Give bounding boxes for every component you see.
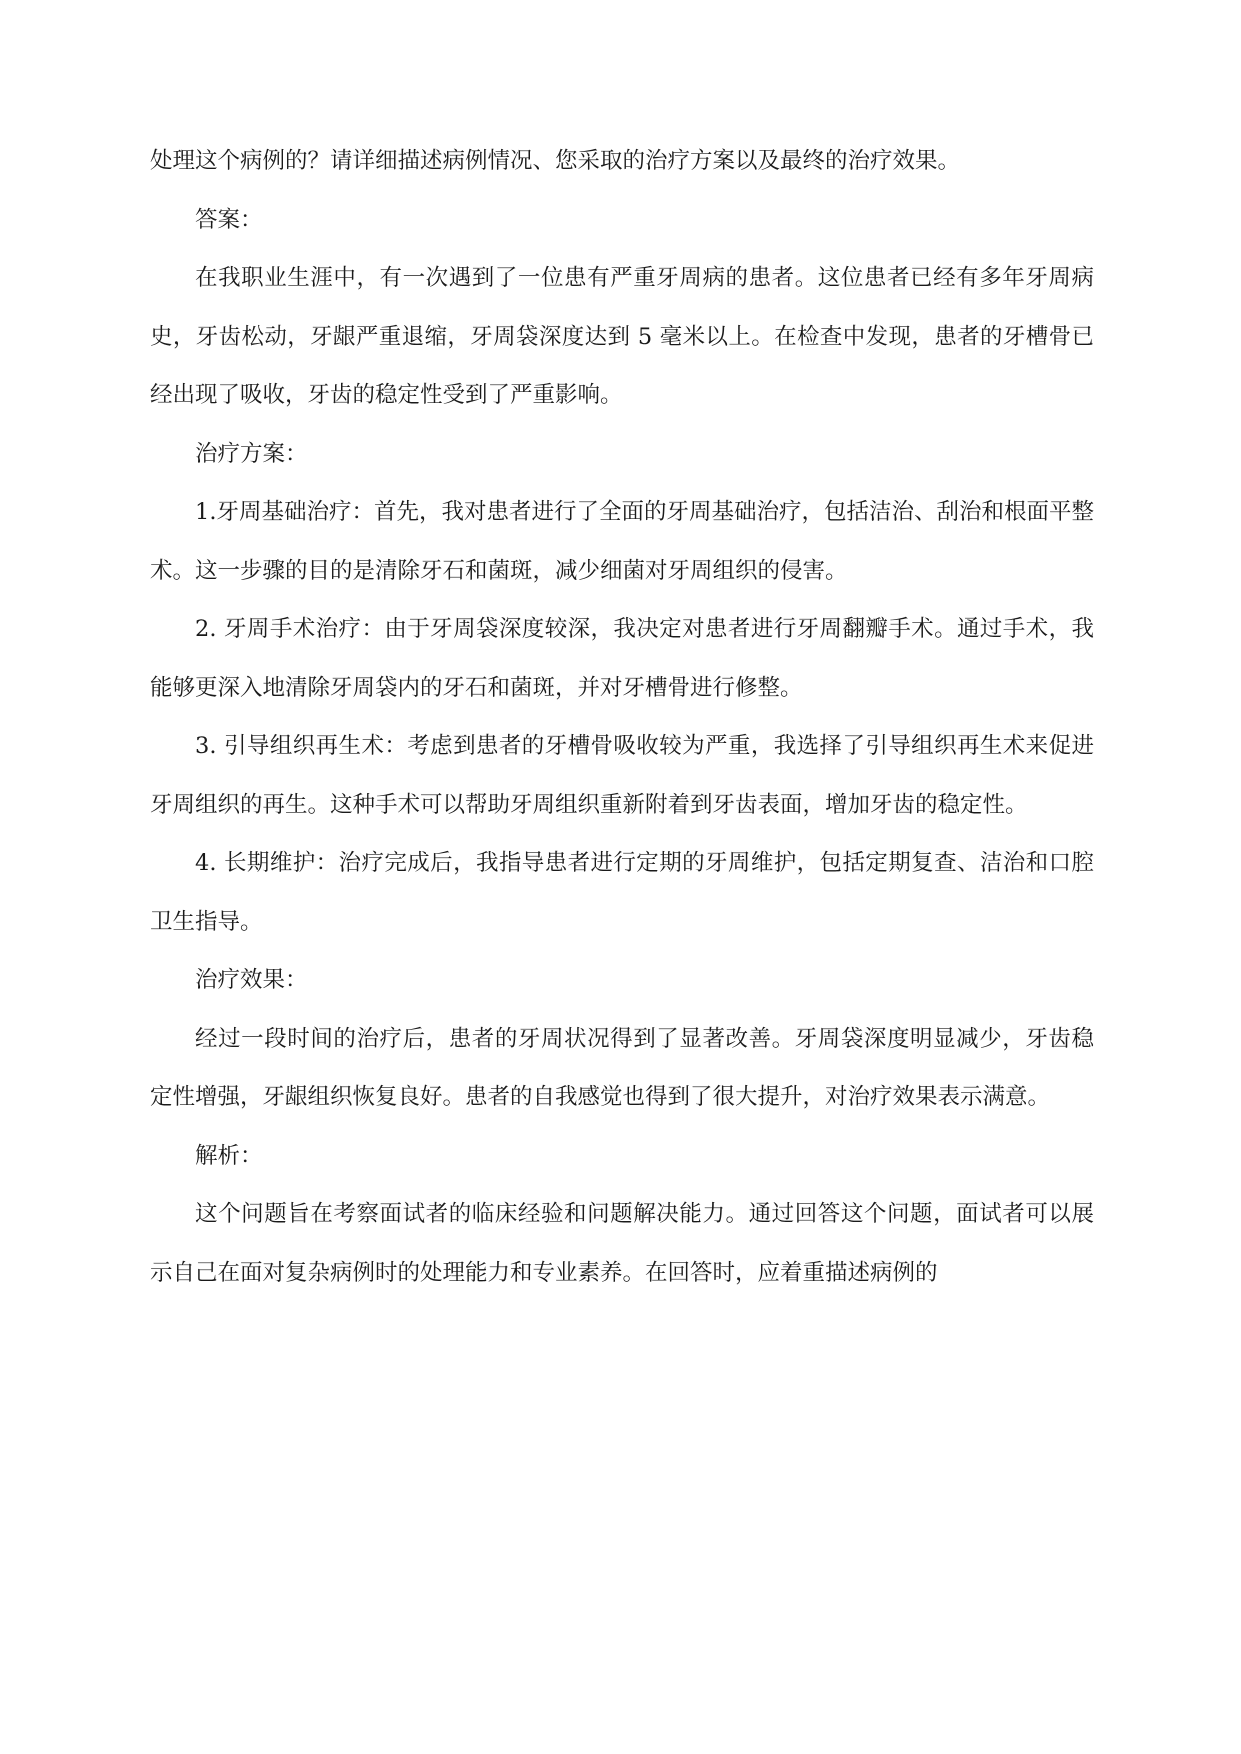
treatment-step-2: 2. 牙周手术治疗：由于牙周袋深度较深，我决定对患者进行牙周翻瓣手术。通过手术，我能够更深入地清除牙周袋内的牙石和菌斑，并对牙槽骨进行修整。	[150, 616, 1094, 701]
treatment-plan-heading: 治疗方案：	[195, 440, 308, 467]
body-text	[150, 132, 1094, 1302]
case-description: 在我职业生涯中，有一次遇到了一位患有严重牙周病的患者。这位患者已经有多年牙周病史，牙齿松动，牙龈严重退缩，牙周袋深度达到 5 毫米以上。在检查中发现，患者的牙槽骨已经出现了吸收，牙齿的稳定性受到了严重影响。	[150, 265, 1094, 408]
treatment-result: 经过一段时间的治疗后，患者的牙周状况得到了显著改善。牙周袋深度明显减少，牙齿稳定性增强，牙龈组织恢复良好。患者的自我感觉也得到了很大提升，对治疗效果表示满意。	[150, 1025, 1094, 1110]
treatment-step-1: 1.牙周基础治疗：首先，我对患者进行了全面的牙周基础治疗，包括洁治、刮治和根面平整术。这一步骤的目的是清除牙石和菌斑，减少细菌对牙周组织的侵害。	[150, 499, 1094, 584]
treatment-step-3: 3. 引导组织再生术：考虑到患者的牙槽骨吸收较为严重，我选择了引导组织再生术来促进牙周组织的再生。这种手术可以帮助牙周组织重新附着到牙齿表面，增加牙齿的稳定性。	[150, 733, 1094, 818]
treatment-result-heading: 治疗效果：	[195, 967, 308, 993]
analysis-text: 这个问题旨在考察面试者的临床经验和问题解决能力。通过回答这个问题，面试者可以展示自己在面对复杂病例时的处理能力和专业素养。在回答时，应着重描述病例的	[150, 1201, 1094, 1286]
analysis-heading: 解析：	[195, 1142, 263, 1169]
question-continuation: 处理这个病例的？请详细描述病例情况、您采取的治疗方案以及最终的治疗效果。	[150, 148, 961, 174]
answer-heading: 答案：	[195, 206, 263, 233]
treatment-step-4: 4. 长期维护：治疗完成后，我指导患者进行定期的牙周维护，包括定期复查、洁治和口腔卫生指导。	[150, 850, 1094, 935]
